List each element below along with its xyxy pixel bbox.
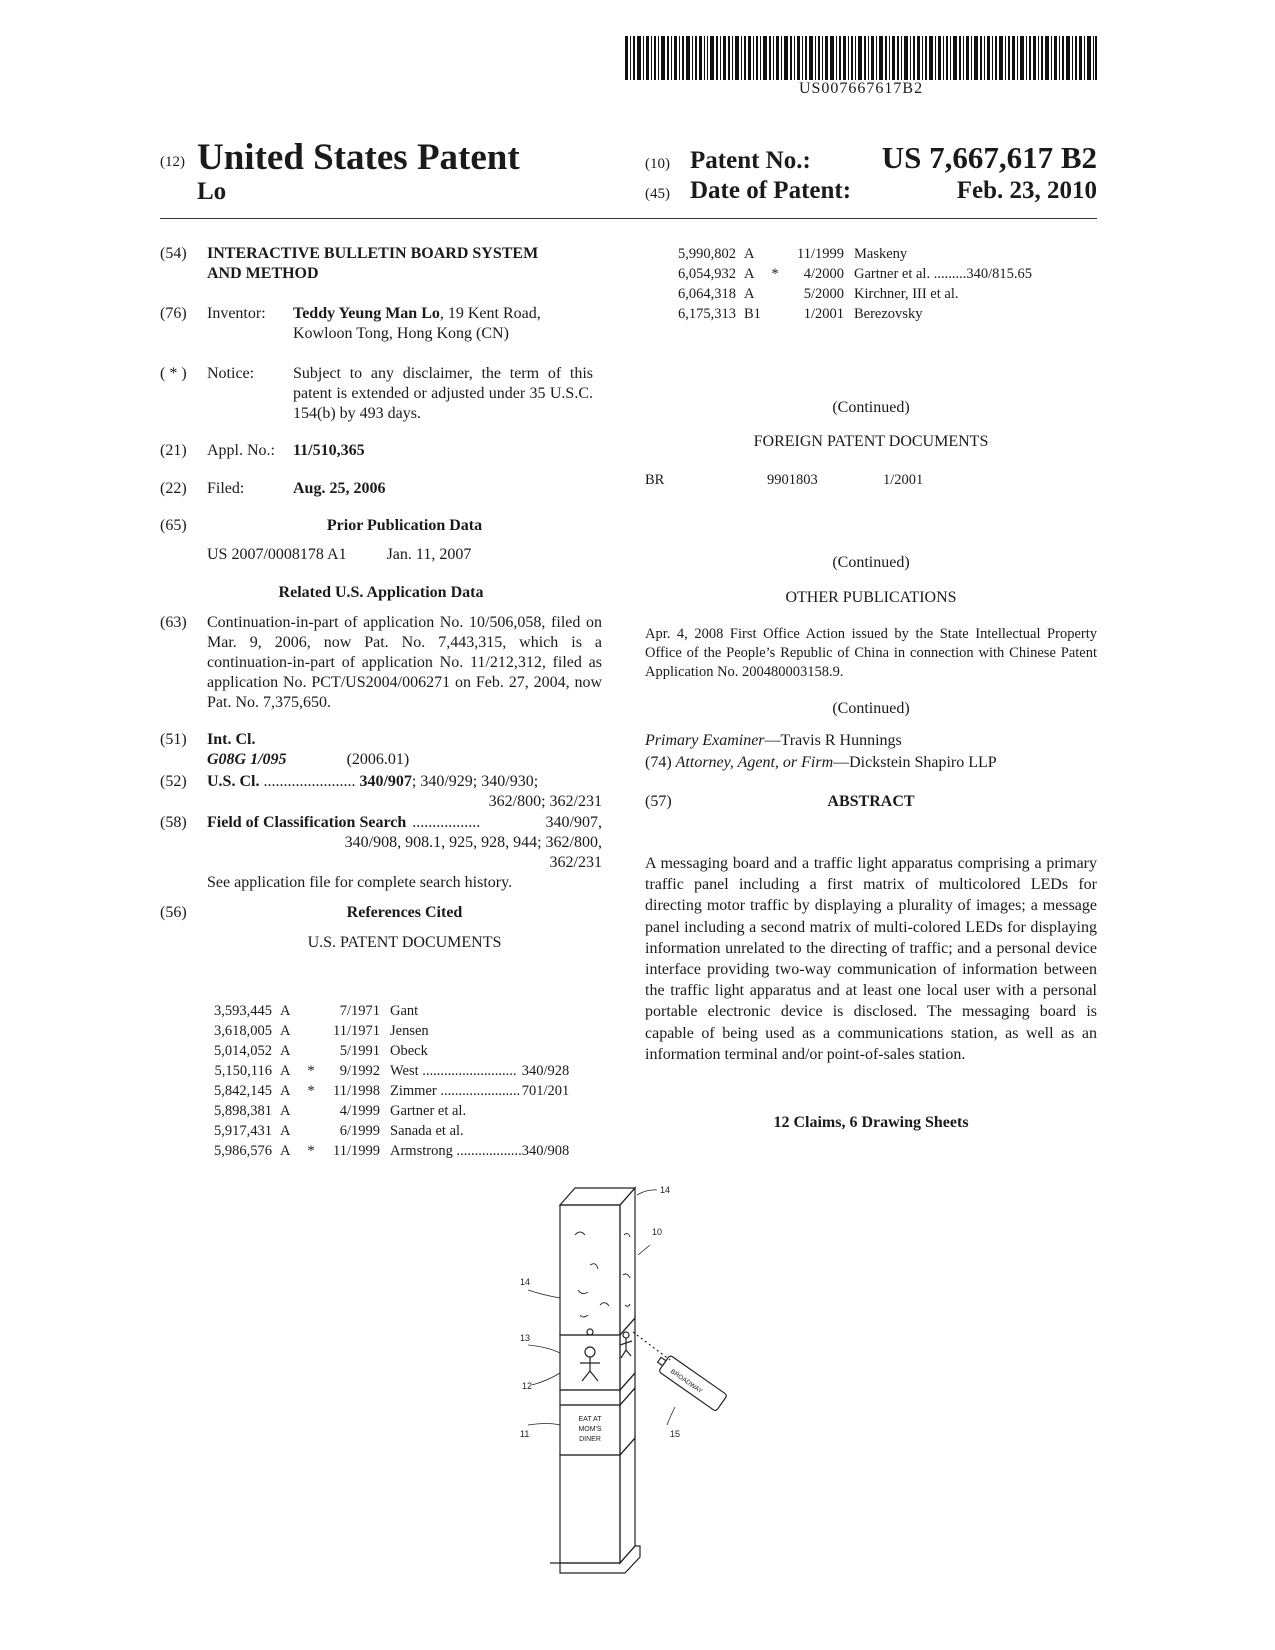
reference-date: 7/1971 bbox=[339, 1003, 380, 1019]
field-line-3: 362/231 bbox=[549, 854, 602, 871]
reference-date: 9/1992 bbox=[339, 1063, 380, 1079]
field-note: See application file for complete search history. bbox=[207, 874, 513, 891]
inventor-code: (76) bbox=[160, 305, 187, 322]
reference-kind: A bbox=[744, 266, 755, 282]
reference-row bbox=[660, 266, 1032, 286]
patent-barcode bbox=[625, 36, 1097, 80]
reference-class: 340/928 bbox=[521, 1063, 570, 1079]
reference-date: 11/1971 bbox=[333, 1023, 380, 1039]
pedestrian-figure bbox=[585, 1347, 595, 1357]
kiosk-pole bbox=[560, 1455, 620, 1563]
reference-examiner-mark: * bbox=[771, 266, 779, 282]
uscl-rest-1: ; 340/929; 340/930; bbox=[411, 773, 539, 790]
reference-patent-number: 5,898,381 bbox=[214, 1103, 272, 1119]
notice-section bbox=[160, 364, 620, 424]
related-heading: Related U.S. Application Data bbox=[278, 584, 484, 601]
related-code: (63) bbox=[160, 614, 187, 631]
handheld-device bbox=[654, 1352, 728, 1412]
appl-number: 11/510,365 bbox=[293, 442, 365, 459]
refs-section bbox=[160, 903, 620, 953]
reference-examiner-mark: * bbox=[307, 1083, 315, 1099]
reference-row bbox=[196, 1003, 569, 1023]
reference-examiner-mark bbox=[302, 1023, 320, 1043]
reference-date: 5/2000 bbox=[803, 286, 844, 302]
reference-examiner-mark: * bbox=[307, 1143, 315, 1159]
reference-patent-number: 6,064,318 bbox=[678, 286, 736, 302]
us-docs-heading: U.S. PATENT DOCUMENTS bbox=[307, 934, 502, 951]
foreign-number: 9901803 bbox=[767, 472, 818, 488]
reference-examiner-mark: * bbox=[307, 1063, 315, 1079]
reference-class: 701/201 bbox=[521, 1083, 570, 1099]
inventor-section bbox=[160, 304, 620, 344]
reference-row bbox=[196, 1063, 569, 1083]
doc-code: (12) bbox=[160, 154, 185, 170]
other-pub-text: Apr. 4, 2008 First Office Action issued by the State Intellectual Property Office of the People’s Republic of China in connection with Chinese Patent Application No. 200480003158.9. bbox=[645, 626, 1097, 680]
reference-class bbox=[522, 1043, 570, 1063]
reference-date: 11/1998 bbox=[333, 1083, 380, 1099]
prior-heading: Prior Publication Data bbox=[326, 517, 483, 534]
abstract-text: A messaging board and a traffic light apparatus comprising a primary traffic panel including a first matrix of multicolored LEDs for directing motor traffic by displaying a plurality of images; a message panel including a second matrix of multi-colored LEDs for displaying information unrelated to the directing of traffic; and a personal device interface providing two-way communication of information between the traffic light apparatus and at least one local user with a personal portable electronic device is disclosed. The messaging board is capable of being used as a communications station, as well as an information terminal and/or point-of-sales station. bbox=[645, 855, 1097, 1063]
intcl-label: Int. Cl. bbox=[207, 731, 256, 748]
title-code: (54) bbox=[160, 245, 187, 262]
continued-label-1: (Continued) bbox=[832, 399, 910, 416]
reference-kind: A bbox=[280, 1103, 291, 1119]
attorney-label: Attorney, Agent, or Firm bbox=[675, 754, 834, 771]
uscl-main: 340/907 bbox=[359, 773, 412, 790]
title-line2: AND METHOD bbox=[207, 265, 319, 282]
field-label: Field of Classification Search bbox=[207, 814, 407, 831]
ref-numeral-11: 11 bbox=[520, 1429, 530, 1439]
reference-name: Obeck bbox=[390, 1043, 428, 1059]
attorney-name: —Dickstein Shapiro LLP bbox=[833, 754, 997, 771]
reference-examiner-mark bbox=[302, 1003, 320, 1023]
field-dots: ................. bbox=[412, 814, 481, 831]
reference-class: 340/815.65 bbox=[966, 266, 1032, 282]
abstract-code: (57) bbox=[645, 793, 672, 810]
reference-patent-number: 5,150,116 bbox=[214, 1063, 272, 1079]
sign-text-2: MOM'S bbox=[578, 1426, 602, 1433]
barcode-number: US007667617B2 bbox=[798, 80, 924, 97]
related-text: Continuation-in-part of application No. 10/506,058, filed on Mar. 9, 2006, now Pat. No. 7,443,315, which is a continuation-in-part of application No. 11/212,312, filed as application No. PCT/US2004/006271 on Feb. 27, 2004, now Pat. No. 7,375,650. bbox=[207, 614, 602, 711]
reference-name: West .......................... bbox=[390, 1063, 517, 1079]
reference-patent-number: 6,054,932 bbox=[678, 266, 736, 282]
reference-name: Berezovsky bbox=[854, 306, 923, 322]
field-code: (58) bbox=[160, 814, 187, 831]
reference-class bbox=[522, 1003, 570, 1023]
sign-text-3: DINER bbox=[579, 1436, 601, 1443]
inventor-short: Lo bbox=[197, 178, 227, 205]
inventor-address-1: , 19 Kent Road, bbox=[439, 305, 541, 322]
reference-patent-number: 6,175,313 bbox=[678, 306, 736, 322]
reference-kind: A bbox=[280, 1023, 291, 1039]
reference-name: Gartner et al. bbox=[390, 1103, 467, 1119]
kiosk-drawing bbox=[520, 1185, 750, 1585]
reference-name: Gant bbox=[390, 1003, 419, 1019]
ref-numeral-13: 13 bbox=[520, 1333, 531, 1343]
reference-class bbox=[966, 306, 1032, 326]
reference-patent-number: 5,842,145 bbox=[214, 1083, 272, 1099]
reference-date: 6/1999 bbox=[339, 1123, 380, 1139]
reference-row bbox=[196, 1143, 569, 1163]
uscl-section bbox=[160, 772, 620, 812]
device-label: BROADWAY bbox=[669, 1368, 704, 1396]
reference-class: 340/908 bbox=[521, 1143, 570, 1159]
uscl-dots: ....................... bbox=[263, 773, 356, 790]
inventor-label: Inventor: bbox=[207, 305, 266, 322]
reference-kind: B1 bbox=[744, 306, 761, 322]
continued-label-3: (Continued) bbox=[832, 700, 910, 717]
patent-no-code: (10) bbox=[645, 156, 670, 172]
continued-label-2: (Continued) bbox=[832, 554, 910, 571]
appl-label: Appl. No.: bbox=[207, 442, 275, 459]
reference-patent-number: 5,990,802 bbox=[678, 246, 736, 262]
reference-class bbox=[522, 1103, 570, 1123]
abstract-heading: ABSTRACT bbox=[827, 793, 915, 810]
reference-class bbox=[966, 286, 1032, 306]
reference-row bbox=[196, 1103, 569, 1123]
kiosk-upper-panel bbox=[560, 1205, 620, 1335]
reference-examiner-mark bbox=[766, 246, 784, 266]
reference-kind: A bbox=[280, 1143, 291, 1159]
notice-code: ( * ) bbox=[160, 365, 187, 382]
other-pubs-heading: OTHER PUBLICATIONS bbox=[785, 589, 957, 606]
notice-label: Notice: bbox=[207, 365, 255, 382]
reference-name: Armstrong .................. bbox=[390, 1143, 522, 1159]
patent-number: US 7,667,617 B2 bbox=[881, 140, 1097, 175]
intcl-class: G08G 1/095 bbox=[207, 751, 287, 768]
reference-examiner-mark bbox=[766, 306, 784, 326]
ref-numeral-10: 10 bbox=[652, 1227, 663, 1237]
refs-heading: References Cited bbox=[346, 904, 463, 921]
reference-name: Gartner et al. ......... bbox=[854, 266, 967, 282]
reference-date: 4/1999 bbox=[339, 1103, 380, 1119]
reference-name: Jensen bbox=[390, 1023, 429, 1039]
uscl-label: U.S. Cl. bbox=[207, 773, 260, 790]
date-code: (45) bbox=[645, 186, 670, 202]
reference-kind: A bbox=[744, 286, 755, 302]
date-label: Date of Patent: bbox=[690, 177, 852, 204]
reference-row bbox=[196, 1083, 569, 1103]
foreign-date: 1/2001 bbox=[883, 472, 924, 488]
reference-date: 11/1999 bbox=[797, 246, 844, 262]
title-line1: INTERACTIVE BULLETIN BOARD SYSTEM bbox=[207, 245, 539, 262]
reference-kind: A bbox=[280, 1123, 291, 1139]
reference-name: Sanada et al. bbox=[390, 1123, 464, 1139]
reference-date: 4/2000 bbox=[803, 266, 844, 282]
reference-examiner-mark bbox=[766, 286, 784, 306]
related-section bbox=[160, 613, 620, 713]
patent-date: Feb. 23, 2010 bbox=[956, 177, 1097, 204]
filed-code: (22) bbox=[160, 480, 187, 497]
title-section bbox=[160, 244, 620, 284]
examiner-name: —Travis R Hunnings bbox=[764, 732, 902, 749]
attorney-line bbox=[645, 753, 1097, 773]
reference-date: 11/1999 bbox=[333, 1143, 380, 1159]
uscl-rest-2: 362/800; 362/231 bbox=[488, 793, 602, 810]
reference-examiner-mark bbox=[302, 1123, 320, 1143]
reference-examiner-mark bbox=[302, 1103, 320, 1123]
intcl-code: (51) bbox=[160, 731, 187, 748]
reference-row bbox=[196, 1123, 569, 1143]
notice-text: Subject to any disclaimer, the term of this patent is extended or adjusted under 35 U.S.C. 154(b) by 493 days. bbox=[293, 365, 593, 422]
reference-patent-number: 3,618,005 bbox=[214, 1023, 272, 1039]
reference-kind: A bbox=[280, 1043, 291, 1059]
attorney-code: (74) bbox=[645, 754, 672, 771]
field-line-2: 340/908, 908.1, 925, 928, 944; 362/800, bbox=[344, 834, 602, 851]
doc-type: United States Patent bbox=[197, 137, 520, 178]
prior-code: (65) bbox=[160, 517, 187, 534]
ref-numeral-14a: 14 bbox=[660, 1185, 671, 1195]
examiner-line bbox=[645, 731, 1097, 751]
reference-class bbox=[966, 246, 1032, 266]
us-references-list bbox=[196, 1003, 569, 1163]
reference-row bbox=[660, 306, 1032, 326]
us-references-continued bbox=[660, 246, 1032, 326]
filed-label: Filed: bbox=[207, 480, 245, 497]
ref-numeral-12: 12 bbox=[522, 1381, 533, 1391]
reference-kind: A bbox=[280, 1063, 291, 1079]
examiner-label: Primary Examiner bbox=[645, 732, 765, 749]
reference-row bbox=[660, 246, 1032, 266]
reference-date: 1/2001 bbox=[803, 306, 844, 322]
header-rule bbox=[160, 218, 1097, 219]
foreign-heading: FOREIGN PATENT DOCUMENTS bbox=[753, 433, 989, 450]
reference-patent-number: 5,917,431 bbox=[214, 1123, 272, 1139]
reference-row bbox=[196, 1043, 569, 1063]
field-search-section bbox=[160, 813, 620, 893]
reference-kind: A bbox=[280, 1003, 291, 1019]
field-line-1: 340/907, bbox=[545, 814, 602, 831]
claims-summary: 12 Claims, 6 Drawing Sheets bbox=[773, 1114, 969, 1131]
kiosk-upper-side bbox=[620, 1188, 635, 1335]
reference-row bbox=[660, 286, 1032, 306]
reference-patent-number: 5,014,052 bbox=[214, 1043, 272, 1059]
reference-name: Maskeny bbox=[854, 246, 908, 262]
intcl-year: (2006.01) bbox=[346, 751, 410, 768]
prior-pub-date: Jan. 11, 2007 bbox=[386, 546, 472, 563]
prior-pub-number: US 2007/0008178 A1 bbox=[207, 546, 347, 563]
refs-code: (56) bbox=[160, 904, 187, 921]
reference-name: Zimmer ...................... bbox=[390, 1083, 521, 1099]
inventor-address-2: Kowloon Tong, Hong Kong (CN) bbox=[293, 325, 509, 342]
appl-code: (21) bbox=[160, 442, 187, 459]
reference-class bbox=[522, 1123, 570, 1143]
ref-numeral-14b: 14 bbox=[520, 1277, 531, 1287]
reference-kind: A bbox=[280, 1083, 291, 1099]
kiosk-top-face bbox=[560, 1188, 635, 1205]
intcl-section bbox=[160, 730, 620, 770]
ref-numeral-15: 15 bbox=[670, 1429, 681, 1439]
filed-date: Aug. 25, 2006 bbox=[293, 480, 386, 497]
reference-row bbox=[196, 1023, 569, 1043]
reference-patent-number: 5,986,576 bbox=[214, 1143, 272, 1159]
reference-class bbox=[522, 1023, 570, 1043]
inventor-name: Teddy Yeung Man Lo bbox=[293, 305, 440, 322]
reference-examiner-mark bbox=[302, 1043, 320, 1063]
foreign-country: BR bbox=[645, 472, 665, 488]
prior-pub-section bbox=[160, 516, 620, 565]
reference-patent-number: 3,593,445 bbox=[214, 1003, 272, 1019]
reference-date: 5/1991 bbox=[339, 1043, 380, 1059]
uscl-code: (52) bbox=[160, 773, 187, 790]
patent-no-label: Patent No.: bbox=[690, 147, 811, 174]
sign-text-1: EAT AT bbox=[578, 1416, 602, 1423]
reference-name: Kirchner, III et al. bbox=[854, 286, 959, 302]
reference-kind: A bbox=[744, 246, 755, 262]
